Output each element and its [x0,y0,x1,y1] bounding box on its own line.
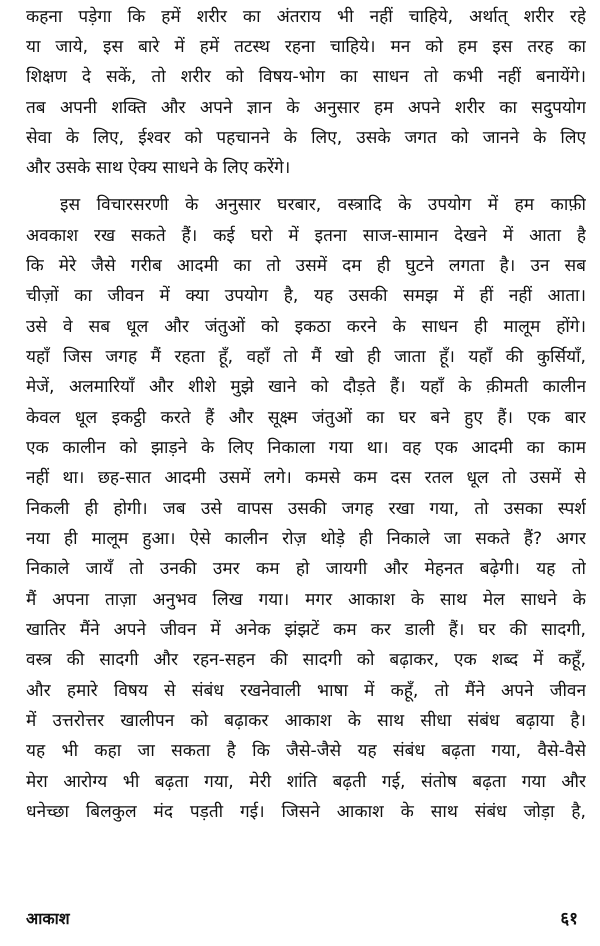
text-line: खातिर मैंने अपने जीवन में अनेक झंझटें कम कर डाली हैं। घर की सादगी, [26,620,586,640]
text-line: एक कालीन को झाड़ने के लिए निकाला गया था। वह एक आदमी का काम [26,438,586,458]
page-number: ६१ [560,909,578,929]
text-line: निकाले जायँ तो उनकी उमर कम हो जायगी और मेहनत बढ़ेगी। यह तो [26,559,586,579]
text-line: में उत्तरोत्तर खालीपन को बढ़ाकर आकाश के साथ सीधा संबंध बढ़ाया है। [26,711,586,731]
text-line: मैं अपना ताज़ा अनुभव लिख गया। मगर आकाश के साथ मेल साधने के [26,590,586,610]
text-line: या जाये, इस बारे में हमें तटस्थ रहना चाहिये। मन को हम इस तरह का [26,37,586,57]
text-line: मेजें, अलमारियाँ और शीशे मुझे खाने को दौड़ते हैं। यहाँ के क़ीमती कालीन [26,377,586,397]
text-line: उसे वे सब धूल और जंतुओं को इकठा करने के साधन ही मालूम होंगे। [26,317,586,337]
text-line: कहना पड़ेगा कि हमें शरीर का अंतराय भी नहीं चाहिये, अर्थात् शरीर रहे [26,7,586,27]
text-line: अवकाश रख सकते हैं। कई घरो में इतना साज-सामान देखने में आता है [26,226,586,246]
text-line: केवल धूल इकट्ठी करते हैं और सूक्ष्म जंतुओं का घर बने हुए हैं। एक बार [26,408,586,428]
text-line: धनेच्छा बिलकुल मंद पड़ती गई। जिसने आकाश के साथ संबंध जोड़ा है, [26,802,586,822]
text-line: कि मेरे जैसे गरीब आदमी का तो उसमें दम ही घुटने लगता है। उन सब [26,256,586,276]
text-line: यह भी कहा जा सकता है कि जैसे-जैसे यह संबंध बढ़ता गया, वैसे-वैसे [26,741,586,761]
text-line: शिक्षण दे सकें, तो शरीर को विषय-भोग का साधन तो कभी नहीं बनायेंगे। [26,67,586,87]
text-line: यहाँ जिस जगह मैं रहता हूँ, वहाँ तो मैं खो ही जाता हूँ। यहाँ की कुर्सियाँ, [26,347,586,367]
text-line: चीज़ों का जीवन में क्या उपयोग है, यह उसकी समझ में हीं नहीं आता। [26,286,586,306]
text-line: तब अपनी शक्ति और अपने ज्ञान के अनुसार हम अपने शरीर का सदुपयोग [26,98,586,118]
text-line: मेरा आरोग्य भी बढ़ता गया, मेरी शांति बढ़ती गई, संतोष बढ़ता गया और [26,772,586,792]
text-line: इस विचारसरणी के अनुसार घरबार, वस्त्रादि के उपयोग में हम काफ़ी [60,195,586,215]
text-line: और उसके साथ ऐक्य साधने के लिए करेंगे। [26,158,291,178]
text-line: वस्त्र की सादगी और रहन-सहन की सादगी को बढ़ाकर, एक शब्द में कहूँ, [26,650,586,670]
text-line: नया ही मालूम हुआ। ऐसे कालीन रोज़ थोड़े ही निकाले जा सकते हैं? अगर [26,529,586,549]
text-line: और हमारे विषय से संबंध रखनेवाली भाषा में कहूँ, तो मैंने अपने जीवन [26,681,586,701]
text-line: नहीं था। छह-सात आदमी उसमें लगे। कमसे कम दस रतल धूल तो उसमें से [26,468,586,488]
running-footer-title: आकाश [26,909,70,928]
text-line: सेवा के लिए, ईश्वर को पहचानने के लिए, उसके जगत को जानने के लिए [26,128,586,148]
text-line: निकली ही होगी। जब उसे वापस उसकी जगह रखा गया, तो उसका स्पर्श [26,499,586,519]
